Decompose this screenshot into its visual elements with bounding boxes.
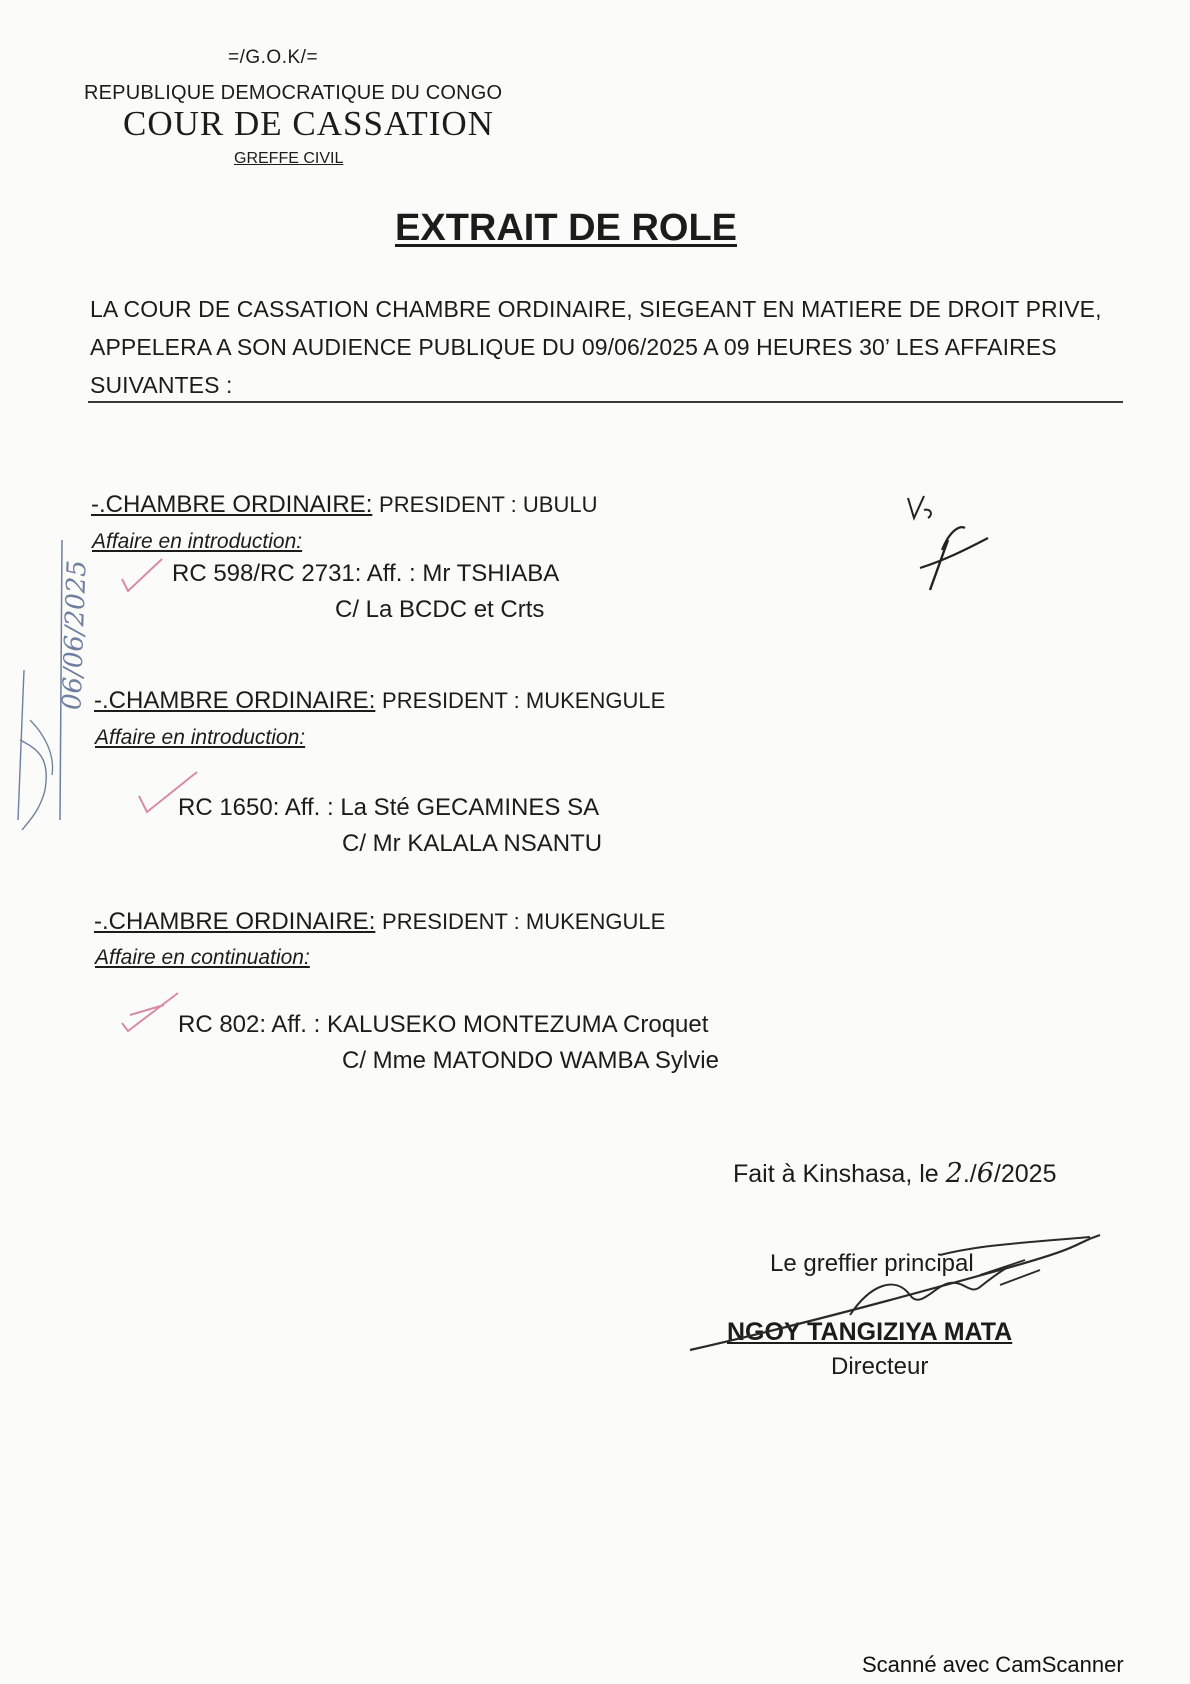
section-header xyxy=(94,687,665,715)
check-mark xyxy=(118,985,188,1035)
case-opponent: C/ Mme MATONDO WAMBA Sylvie xyxy=(342,1047,719,1074)
case-entry: RC 1650: Aff. : La Sté GECAMINES SA xyxy=(178,794,600,821)
date-separator: ./ xyxy=(962,1160,977,1188)
place-prefix: Fait à Kinshasa, le xyxy=(733,1160,946,1188)
signature-mark xyxy=(680,1215,1110,1365)
section-header xyxy=(94,908,665,936)
signatory-name: NGOY TANGIZIYA MATA xyxy=(727,1318,1013,1346)
case-stage: Affaire en introduction: xyxy=(92,530,303,553)
case-stage: Affaire en introduction: xyxy=(95,726,306,749)
check-mark xyxy=(135,766,205,816)
handwritten-month: 6 xyxy=(976,1158,994,1189)
republic-name: REPUBLIQUE DEMOCRATIQUE DU CONGO xyxy=(84,82,503,104)
initials-mark xyxy=(890,490,1000,600)
signatory-position: Directeur xyxy=(831,1353,929,1380)
chamber-label: -.CHAMBRE ORDINAIRE: xyxy=(94,687,376,714)
president-label: PRESIDENT : MUKENGULE xyxy=(382,909,666,934)
page-title: EXTRAIT DE ROLE xyxy=(395,207,738,249)
handwritten-day: 2 xyxy=(945,1158,963,1189)
year-suffix: /2025 xyxy=(993,1160,1057,1188)
margin-date-text: 06/06/2025 xyxy=(57,559,93,711)
place-date xyxy=(733,1158,1056,1189)
president-label: PRESIDENT : UBULU xyxy=(379,492,598,517)
intro-paragraph: LA COUR DE CASSATION CHAMBRE ORDINAIRE, SIEGEANT EN MATIERE DE DROIT PRIVE, APPELERA A SON AUDIENCE PUBLIQUE DU 09/06/2025 A 09 HEURES 30’ LES AFFAIRES SUIVANTES : xyxy=(90,296,1102,398)
case-opponent: C/ La BCDC et Crts xyxy=(335,596,545,623)
signatory-role: Le greffier principal xyxy=(770,1250,974,1277)
separator-line xyxy=(88,401,1123,403)
president-label: PRESIDENT : MUKENGULE xyxy=(382,688,666,713)
case-entry: RC 598/RC 2731: Aff. : Mr TSHIABA xyxy=(172,560,560,587)
chamber-label: -.CHAMBRE ORDINAIRE: xyxy=(94,908,376,935)
court-name: COUR DE CASSATION xyxy=(123,104,494,143)
office-name: GREFFE CIVIL xyxy=(234,150,344,167)
check-mark xyxy=(118,555,168,595)
case-entry: RC 802: Aff. : KALUSEKO MONTEZUMA Croquet xyxy=(178,1011,709,1038)
margin-handwritten-note xyxy=(0,520,110,860)
gok-header: =/G.O.K/= xyxy=(228,47,319,68)
case-opponent: C/ Mr KALALA NSANTU xyxy=(342,830,603,857)
case-stage: Affaire en continuation: xyxy=(95,946,310,969)
chamber-label: -.CHAMBRE ORDINAIRE: xyxy=(91,491,373,518)
section-header xyxy=(91,491,597,519)
scanner-watermark: Scanné avec CamScanner xyxy=(862,1652,1124,1677)
